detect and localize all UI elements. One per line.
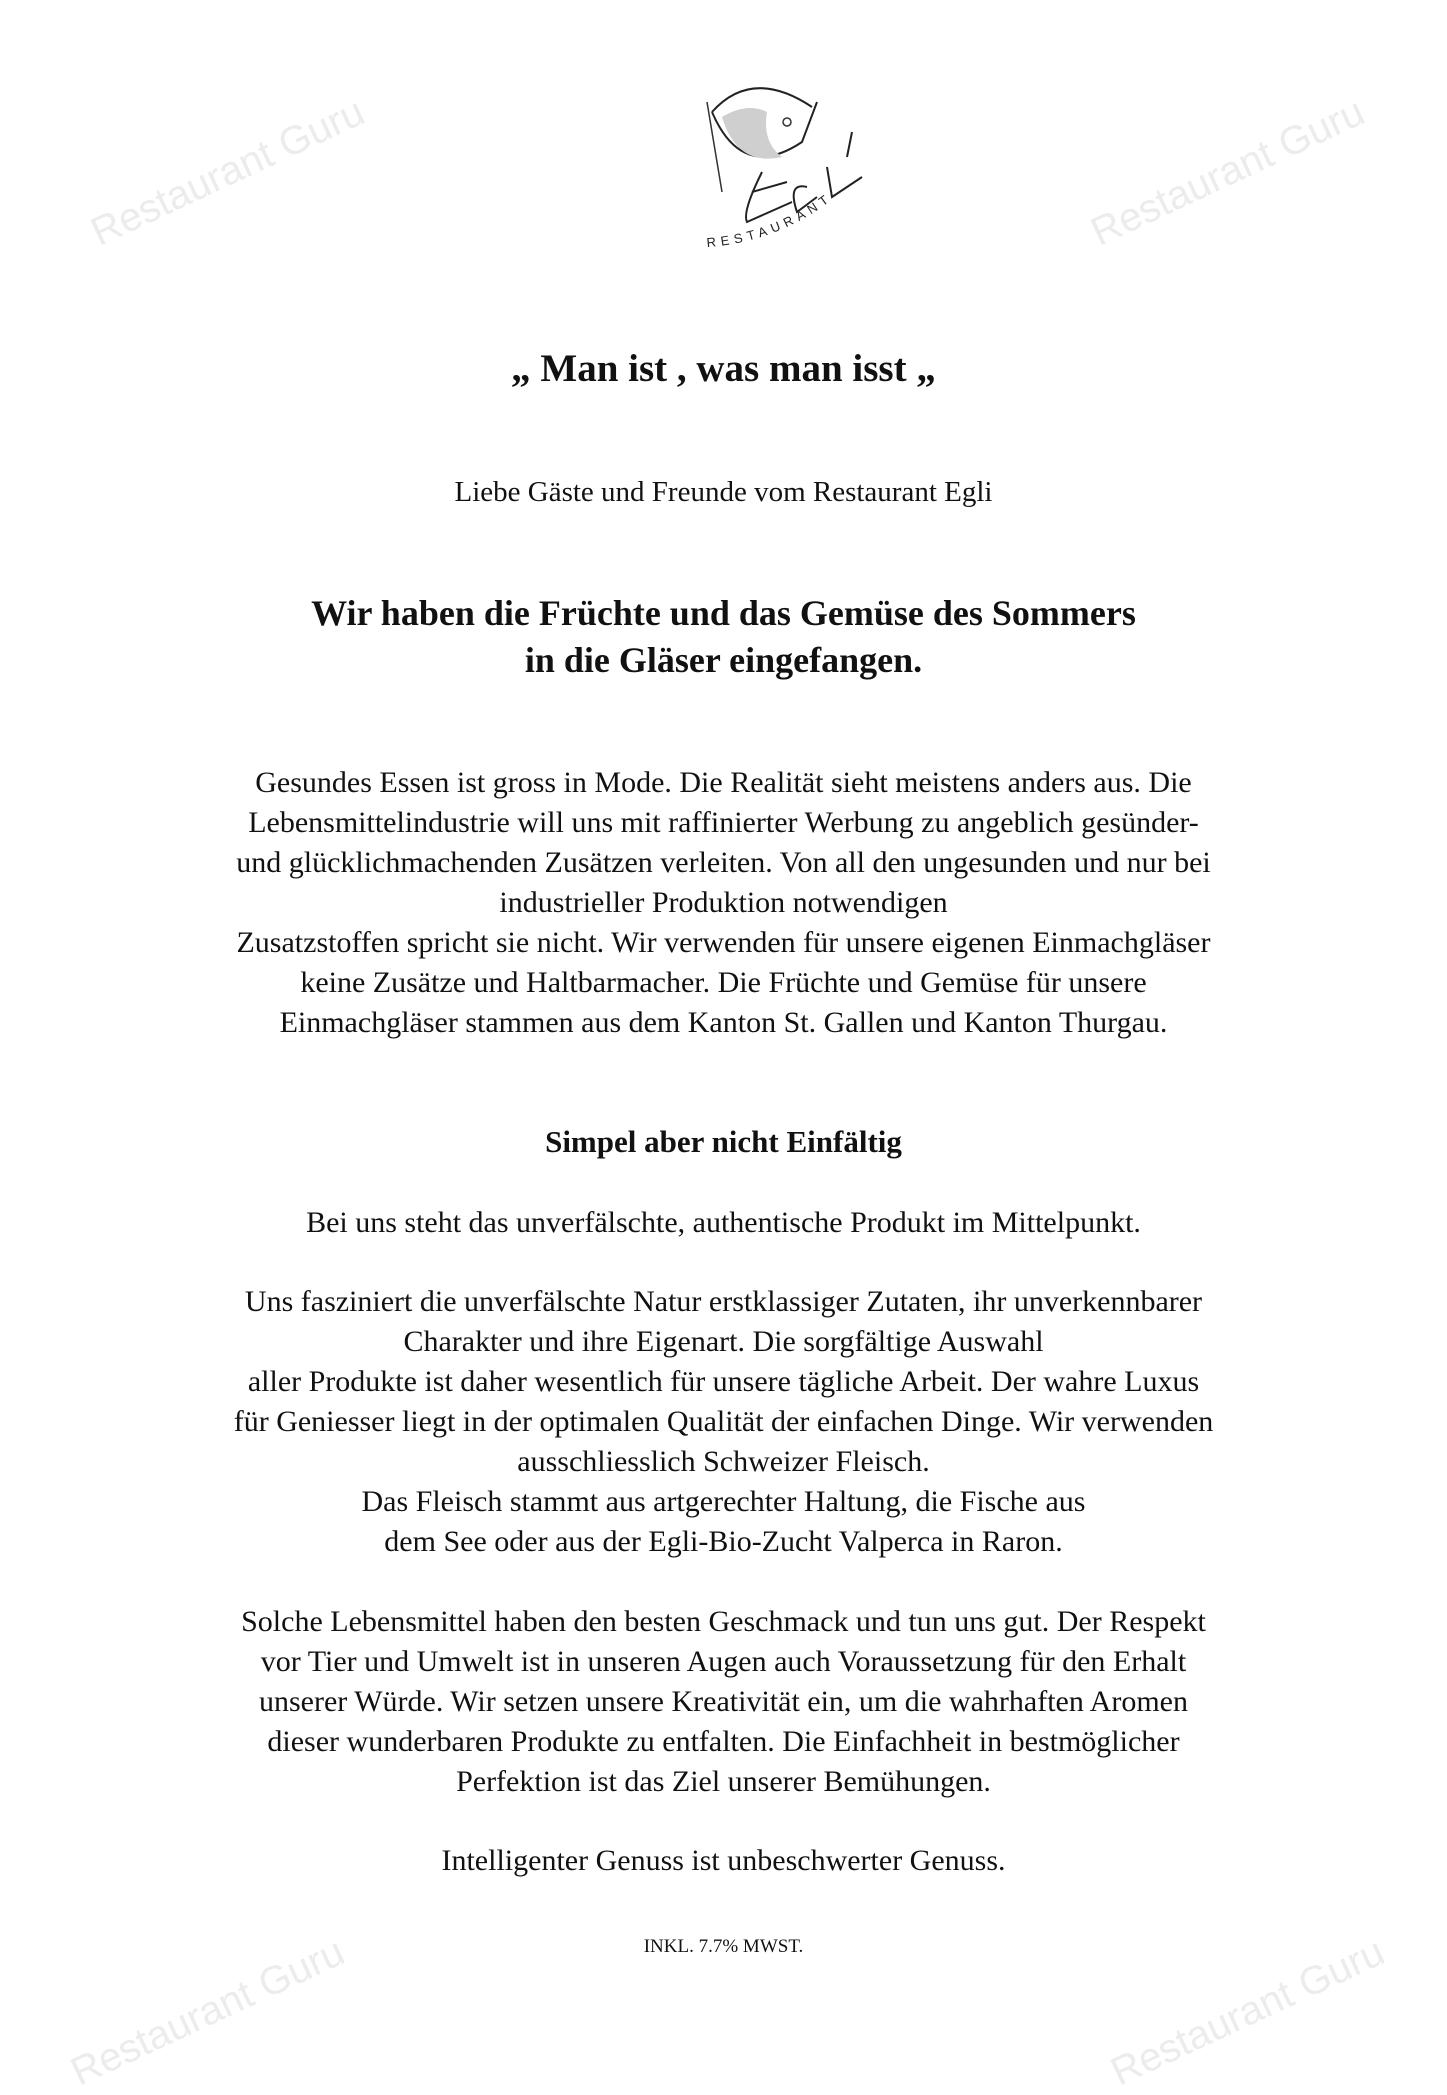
paragraph-line: aller Produkte ist daher wesentlich für unsere tägliche Arbeit. Der wahre Luxus [247,1365,1200,1398]
paragraph-line: für Geniesser liegt in der optimalen Qualität der einfachen Dinge. Wir verwenden [233,1405,1214,1438]
subheading: Simpel aber nicht Einfältig [545,1124,902,1159]
paragraph-line: industrieller Produktion notwendigen [499,886,948,919]
paragraph-line: ausschliesslich Schweizer Fleisch. [517,1445,930,1478]
greeting: Liebe Gäste und Freunde vom Restaurant Egli [454,476,993,508]
paragraph-line: Einmachgläser stammen aus dem Kanton St. Gallen und Kanton Thurgau. [279,1006,1168,1039]
paragraph-line: und glücklichmachenden Zusätzen verleiten. Von all den ungesunden und nur bei [236,846,1211,879]
vat-note: INKL. 7.7% MWST. [643,1936,804,1957]
intro-line: Bei uns steht das unverfälschte, authentische Produkt im Mittelpunkt. [306,1206,1141,1239]
headline-line: Wir haben die Früchte und das Gemüse des Sommers [311,593,1136,633]
paragraph-line: keine Zusätze und Haltbarmacher. Die Früchte und Gemüse für unsere [300,966,1147,999]
restaurant-logo [692,72,872,262]
paragraph-line: dem See oder aus der Egli-Bio-Zucht Valperca in Raron. [384,1525,1063,1558]
watermark: Restaurant Guru [84,89,371,255]
paragraph-line: Lebensmittelindustrie will uns mit raffinierter Werbung zu angeblich gesünder- [248,806,1199,839]
paragraph-line: Uns fasziniert die unverfälschte Natur erstklassiger Zutaten, ihr unverkennbarer [244,1285,1203,1318]
closing-line: Intelligenter Genuss ist unbeschwerter Genuss. [441,1844,1006,1877]
paragraph-line: Zusatzstoffen spricht sie nicht. Wir verwenden für unsere eigenen Einmachgläser [236,926,1211,959]
paragraph-line: dieser wunderbaren Produkte zu entfalten. Die Einfachheit in bestmöglicher [267,1725,1180,1758]
watermark: Restaurant Guru [1084,89,1371,255]
headline-line: in die Gläser eingefangen. [524,640,923,680]
page-title: „ Man ist , was man isst „ [511,347,936,390]
watermark: Restaurant Guru [1104,1929,1391,2095]
paragraph-line: Das Fleisch stammt aus artgerechter Haltung, die Fische aus [361,1485,1086,1518]
paragraph-line: Gesundes Essen ist gross in Mode. Die Realität sieht meistens anders aus. Die [255,766,1192,799]
paragraph-line: Charakter und ihre Eigenart. Die sorgfältige Auswahl [403,1325,1044,1358]
svg-text:RESTAURANT: RESTAURANT [705,189,836,251]
watermark: Restaurant Guru [64,1929,351,2095]
paragraph-line: Solche Lebensmittel haben den besten Geschmack und tun uns gut. Der Respekt [241,1605,1206,1638]
paragraph-line: unserer Würde. Wir setzen unsere Kreativität ein, um die wahrhaften Aromen [258,1685,1188,1718]
paragraph-line: Perfektion ist das Ziel unserer Bemühungen. [456,1765,991,1798]
paragraph-line: vor Tier und Umwelt ist in unseren Augen auch Voraussetzung für den Erhalt [260,1645,1187,1678]
